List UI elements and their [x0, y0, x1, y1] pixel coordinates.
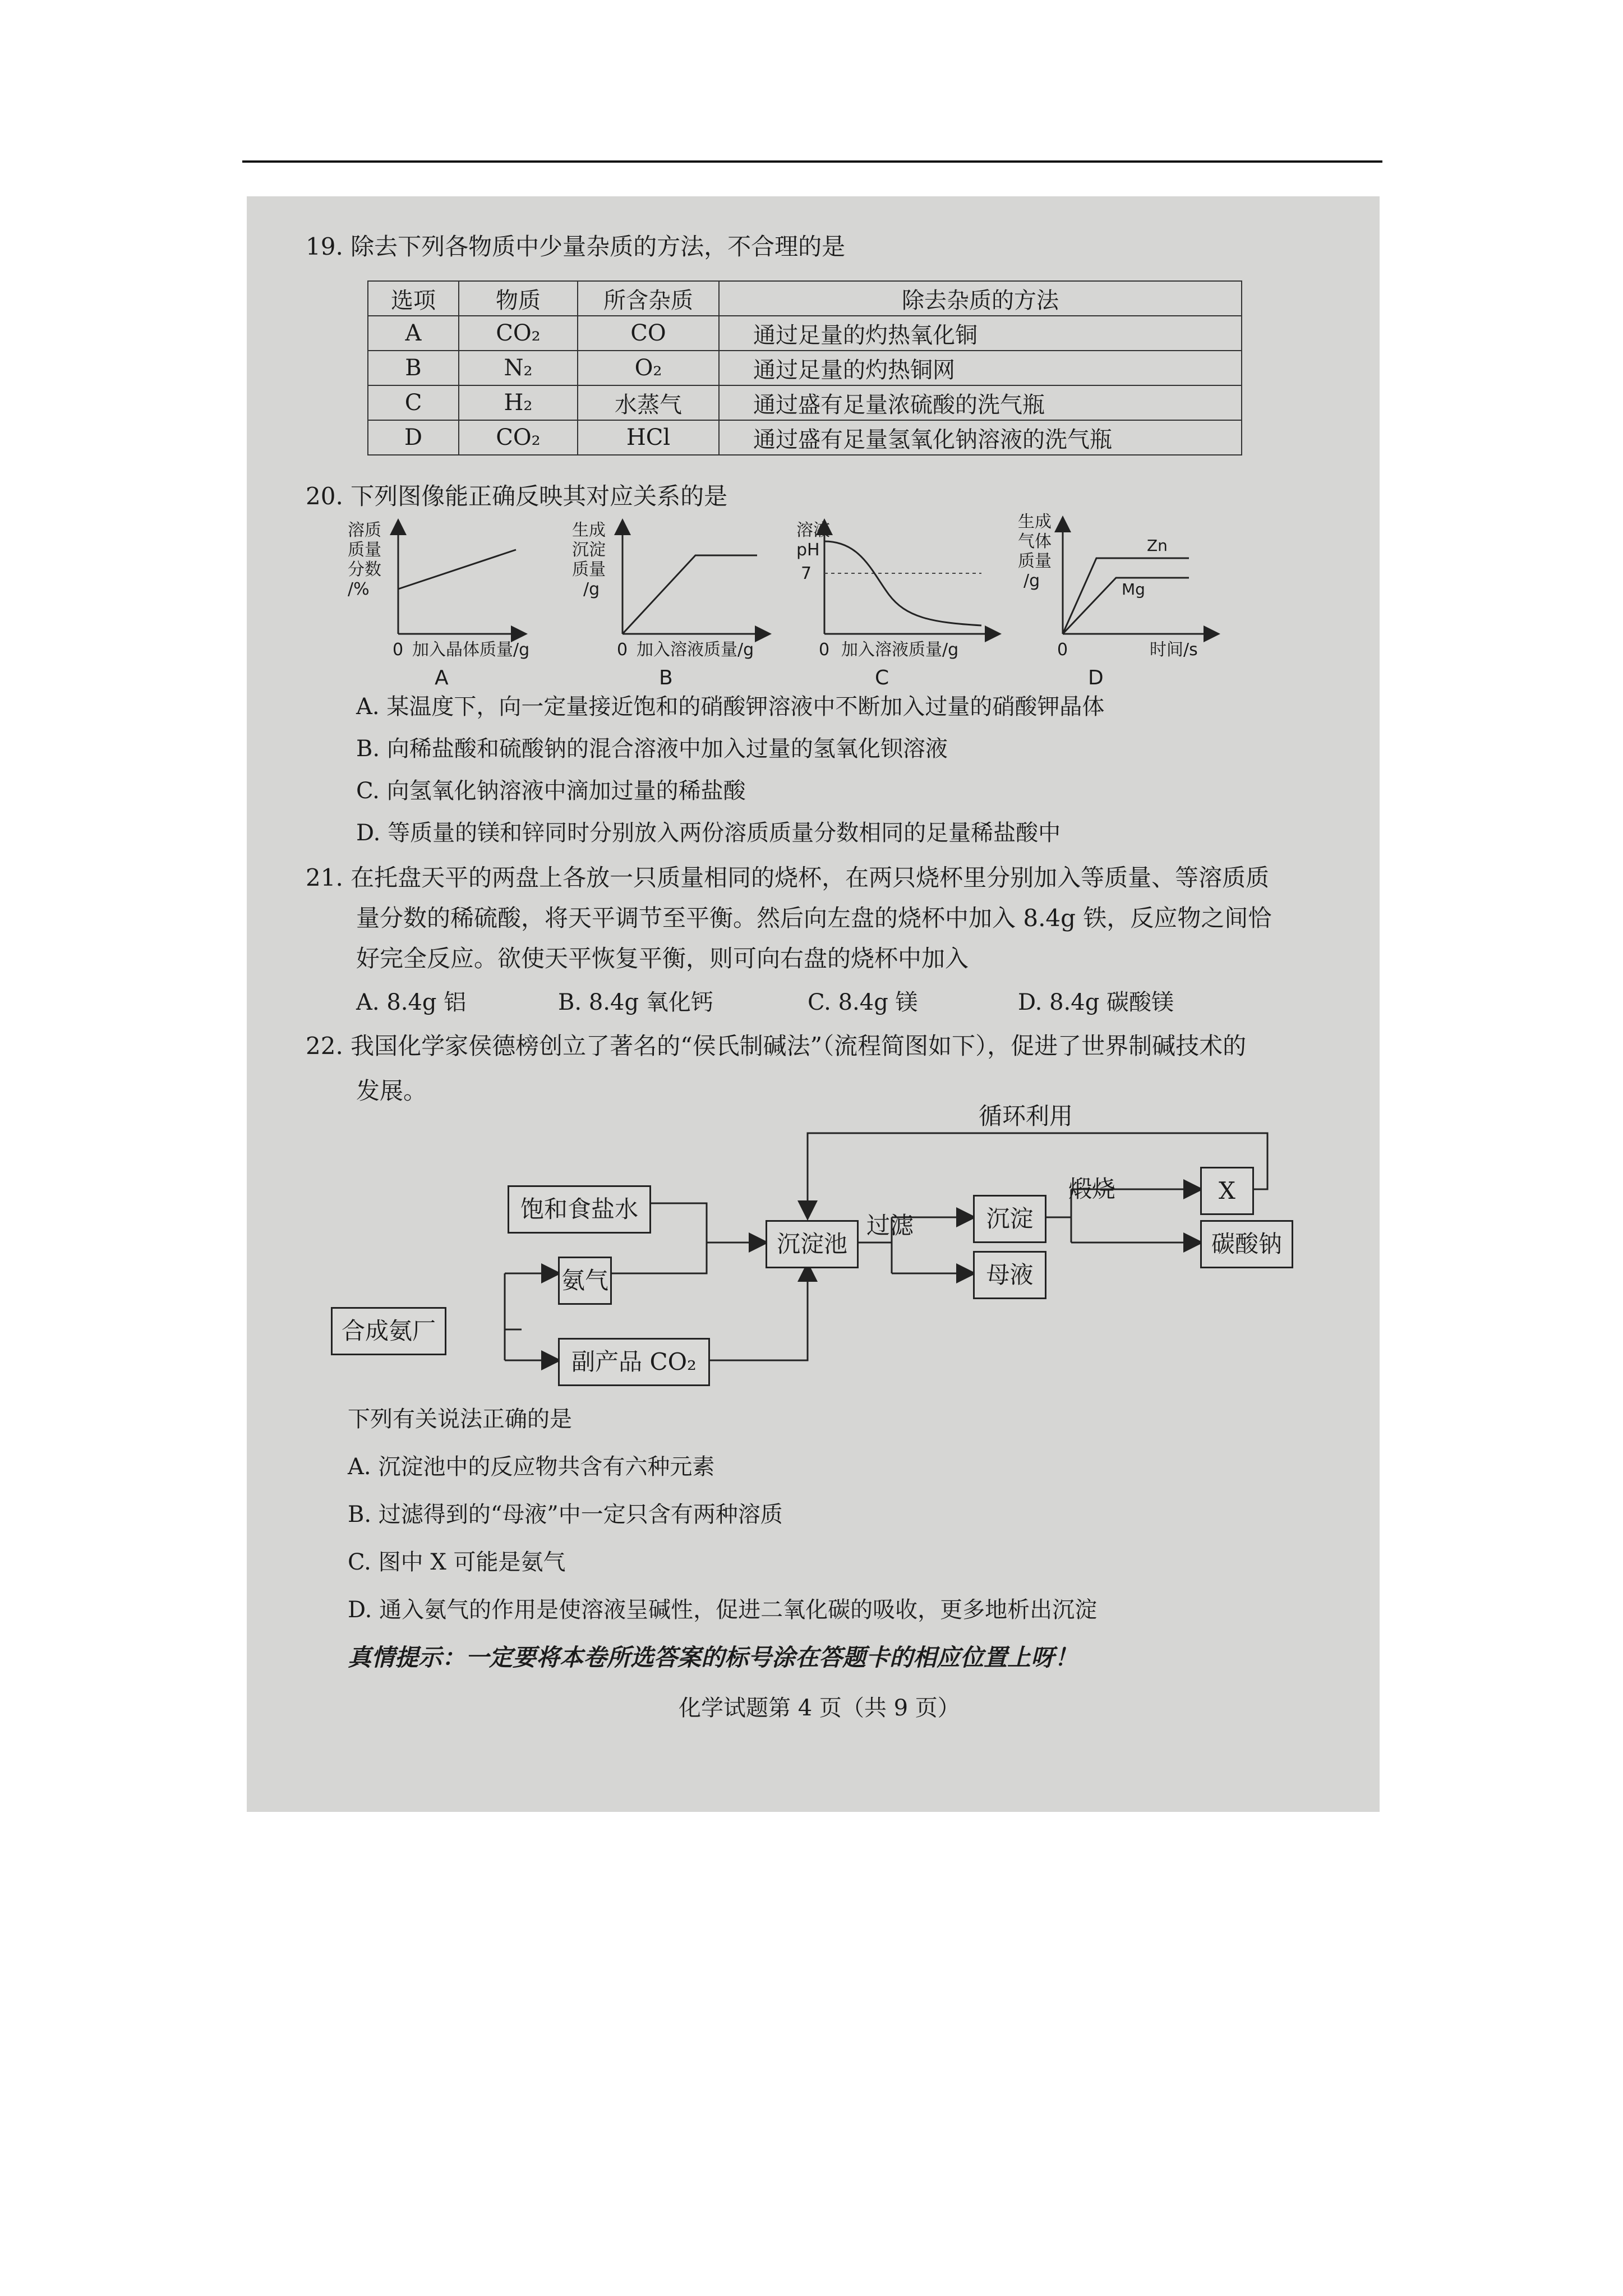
q19-stem: 19. 除去下列各物质中少量杂质的方法，不合理的是 [306, 233, 846, 260]
q22-option-b: B. 过滤得到的“母液”中一定只含有两种溶质 [348, 1502, 783, 1527]
graph-d-origin: 0 [1057, 640, 1068, 660]
graph-c-curve [824, 541, 981, 625]
cell: O₂ [578, 351, 719, 385]
graph-b-ylabel: 生成 [572, 521, 606, 540]
flow-box-plant: 合成氨厂 [331, 1307, 446, 1355]
graph-c-letter: C [875, 666, 889, 689]
graph-a-curve [398, 550, 516, 589]
graph-d-ylabel: 气体 [1018, 532, 1052, 551]
graph-a [348, 521, 529, 689]
flow-box-mother: 母液 [973, 1251, 1046, 1299]
table-row [368, 420, 1242, 455]
graph-d-letter: D [1088, 666, 1104, 689]
graph-b-ylabel: /g [583, 579, 600, 599]
q22-option-c: C. 图中 X 可能是氨气 [348, 1549, 566, 1575]
graph-a-ylabel: 分数 [348, 560, 381, 579]
graph-a-ylabel: 溶质 [348, 521, 381, 540]
graph-a-xlabel: 加入晶体质量/g [412, 640, 530, 660]
q20-option-d: D. 等质量的镁和锌同时分别放入两份溶质质量分数相同的足量稀盐酸中 [356, 820, 1061, 846]
q22-stem: 下列有关说法正确的是 [348, 1406, 572, 1432]
header-substance: 物质 [459, 281, 578, 316]
cell: B [368, 351, 459, 385]
q22-line-2: 发展。 [356, 1077, 427, 1105]
cell: C [368, 385, 459, 420]
flow-recycle-label: 循环利用 [979, 1102, 1073, 1130]
graph-b-ylabel: 质量 [572, 560, 606, 579]
graph-d-ylabel: 质量 [1018, 551, 1052, 571]
page-footer: 化学试题第 4 页（共 9 页） [679, 1695, 960, 1721]
table-row [368, 385, 1242, 420]
cell: A [368, 316, 459, 351]
cell: N₂ [459, 351, 578, 385]
header-option: 选项 [368, 281, 459, 316]
graph-b-curve [623, 555, 757, 634]
q21-option-d: D. 8.4g 碳酸镁 [1018, 990, 1174, 1015]
flow-box-precipitate: 沉淀 [973, 1195, 1046, 1243]
graph-b-origin: 0 [617, 640, 628, 660]
reminder-tip: 真情提示：一定要将本卷所选答案的标号涂在答题卡的相应位置上呀！ [348, 1644, 1078, 1671]
q22-option-a: A. 沉淀池中的反应物共含有六种元素 [348, 1454, 715, 1480]
cell: CO₂ [459, 420, 578, 455]
graph-a-origin: 0 [393, 640, 404, 660]
cell: 水蒸气 [578, 385, 719, 420]
graph-a-ylabel: 质量 [348, 540, 381, 560]
flow-calcine-label: 煅烧 [1068, 1175, 1116, 1203]
graph-b-xlabel: 加入溶液质量/g [637, 640, 754, 660]
cell: 通过盛有足量氢氧化钠溶液的洗气瓶 [719, 420, 1242, 455]
q20-option-c: C. 向氢氧化钠溶液中滴加过量的稀盐酸 [356, 778, 746, 804]
graph-b [572, 521, 768, 689]
graph-a-ylabel: /% [348, 579, 370, 599]
cell: 通过足量的灼热氧化铜 [719, 316, 1242, 351]
cell: 通过足量的灼热铜网 [719, 351, 1242, 385]
graph-d-zn-label: Zn [1147, 536, 1168, 555]
q20-option-b: B. 向稀盐酸和硫酸钠的混合溶液中加入过量的氢氧化钡溶液 [356, 736, 948, 762]
q21-option-b: B. 8.4g 氧化钙 [558, 990, 713, 1015]
flow-box-co2: 副产品 CO₂ [558, 1338, 710, 1386]
q20-graphs [336, 510, 1223, 696]
q20-stem: 20. 下列图像能正确反映其对应关系的是 [306, 482, 728, 510]
cell: 通过盛有足量浓硫酸的洗气瓶 [719, 385, 1242, 420]
cell: CO₂ [459, 316, 578, 351]
graph-c-ylabel: pH [796, 540, 820, 560]
graph-d-xlabel: 时间/s [1150, 640, 1198, 660]
q20-option-a: A. 某温度下，向一定量接近饱和的硝酸钾溶液中不断加入过量的硝酸钾晶体 [356, 694, 1105, 720]
q21-line-1: 21. 在托盘天平的两盘上各放一只质量相同的烧杯，在两只烧杯里分别加入等质量、等溶质质 [306, 864, 1270, 891]
graph-c-xlabel: 加入溶液质量/g [841, 640, 959, 660]
cell: CO [578, 316, 719, 351]
table-row [368, 316, 1242, 351]
graph-b-ylabel: 沉淀 [572, 540, 606, 560]
graph-b-letter: B [659, 666, 673, 689]
flow-filter-label: 过滤 [866, 1212, 914, 1239]
q22-line-1: 22. 我国化学家侯德榜创立了著名的“侯氏制碱法”（流程简图如下），促进了世界制碱技术的 [306, 1032, 1247, 1060]
q19-table [367, 280, 1242, 455]
graph-c-ylabel: 溶液 [796, 521, 830, 540]
table-row [368, 351, 1242, 385]
cell: D [368, 420, 459, 455]
graph-a-letter: A [435, 666, 449, 689]
graph-d-ylabel: /g [1023, 571, 1040, 591]
graph-c [796, 521, 998, 689]
q21-option-a: A. 8.4g 铝 [356, 990, 467, 1015]
flow-box-x: X [1200, 1167, 1254, 1215]
graph-c-origin: 0 [819, 640, 830, 660]
graph-d-mg-label: Mg [1122, 580, 1145, 599]
graph-d [1018, 512, 1217, 689]
header-impurity: 所含杂质 [578, 281, 719, 316]
q21-line-3: 好完全反应。欲使天平恢复平衡，则可向右盘的烧杯中加入 [356, 945, 969, 972]
flow-box-tank: 沉淀池 [766, 1220, 859, 1268]
flow-box-brine: 饱和食盐水 [508, 1185, 651, 1234]
cell: HCl [578, 420, 719, 455]
graph-d-ylabel: 生成 [1018, 512, 1052, 532]
flow-box-ammonia: 氨气 [558, 1257, 612, 1305]
flow-box-soda: 碳酸钠 [1200, 1220, 1293, 1268]
header-method: 除去杂质的方法 [719, 281, 1242, 316]
top-rule [242, 160, 1382, 163]
q21-line-2: 量分数的稀硫酸，将天平调节至平衡。然后向左盘的烧杯中加入 8.4g 铁，反应物之间恰 [356, 904, 1272, 932]
table-header-row [368, 281, 1242, 316]
graph-c-ytick: 7 [801, 564, 812, 583]
q21-option-c: C. 8.4g 镁 [808, 990, 918, 1015]
cell: H₂ [459, 385, 578, 420]
q22-option-d: D. 通入氨气的作用是使溶液呈碱性，促进二氧化碳的吸收，更多地析出沉淀 [348, 1597, 1098, 1623]
